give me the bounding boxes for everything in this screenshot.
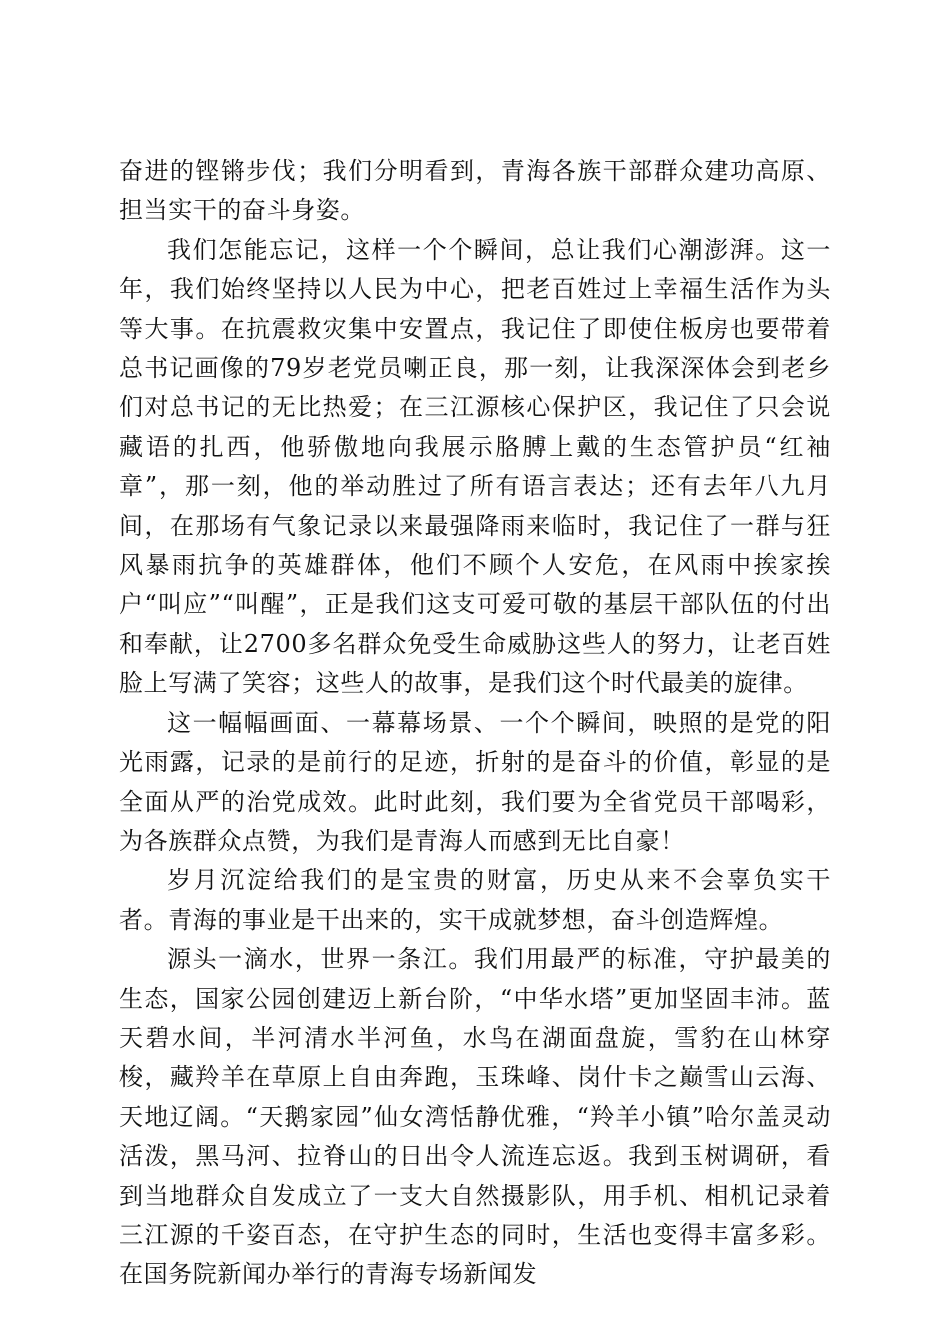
paragraph-source-water: 源头一滴水，世界一条江。我们用最严的标准，守护最美的生态，国家公园创建迈上新台阶，“中华水塔”更加坚固丰沛。蓝天碧水间，半河清水半河鱼，水鸟在湖面盘旋，雪豹在山林穿梭，藏羚羊在草原上自由奔跑，玉珠峰、岗什卡之巅雪山云海、天地辽阔。“天鹅家园”仙女湾恬静优雅，“羚羊小镇”哈尔盖灵动活泼，黑马河、拉脊山的日出令人流连忘返。我到玉树调研，看到当地群众自发成立了一支大自然摄影队，用手机、相机记录着三江源的千姿百态，在守护生态的同时，生活也变得丰富多彩。在国务院新闻办举行的青海专场新闻发 xyxy=(119,945,831,1289)
document-body xyxy=(119,152,831,1295)
paragraph-years: 岁月沉淀给我们的是宝贵的财富，历史从来不会辜负实干者。青海的事业是干出来的，实干成就梦想，奋斗创造辉煌。 xyxy=(119,866,831,934)
paragraph-moments: 我们怎能忘记，这样一个个瞬间，总让我们心潮澎湃。这一年，我们始终坚持以人民为中心，把老百姓过上幸福生活作为头等大事。在抗震救灾集中安置点，我记住了即使住板房也要带着总书记画像的79岁老党员喇正良，那一刻，让我深深体会到老乡们对总书记的无比热爱；在三江源核心保护区，我记住了只会说藏语的扎西，他骄傲地向我展示胳膊上戴的生态管护员“红袖章”，那一刻，他的举动胜过了所有语言表达；还有去年八九月间，在那场有气象记录以来最强降雨来临时，我记住了一群与狂风暴雨抗争的英雄群体，他们不顾个人安危，在风雨中挨家挨户“叫应”“叫醒”，正是我们这支可爱可敬的基层干部队伍的付出和奉献，让2700多名群众免受生命威胁这些人的努力，让老百姓脸上写满了笑容；这些人的故事，是我们这个时代最美的旋律。 xyxy=(119,235,831,698)
paragraph-scenes: 这一幅幅画面、一幕幕场景、一个个瞬间，映照的是党的阳光雨露，记录的是前行的足迹，折射的是奋斗的价值，彰显的是全面从严的治党成效。此时此刻，我们要为全省党员干部喝彩，为各族群众点赞，为我们是青海人而感到无比自豪！ xyxy=(119,708,831,855)
paragraph-continued: 奋进的铿锵步伐；我们分明看到，青海各族干部群众建功高原、担当实干的奋斗身姿。 xyxy=(119,157,831,225)
